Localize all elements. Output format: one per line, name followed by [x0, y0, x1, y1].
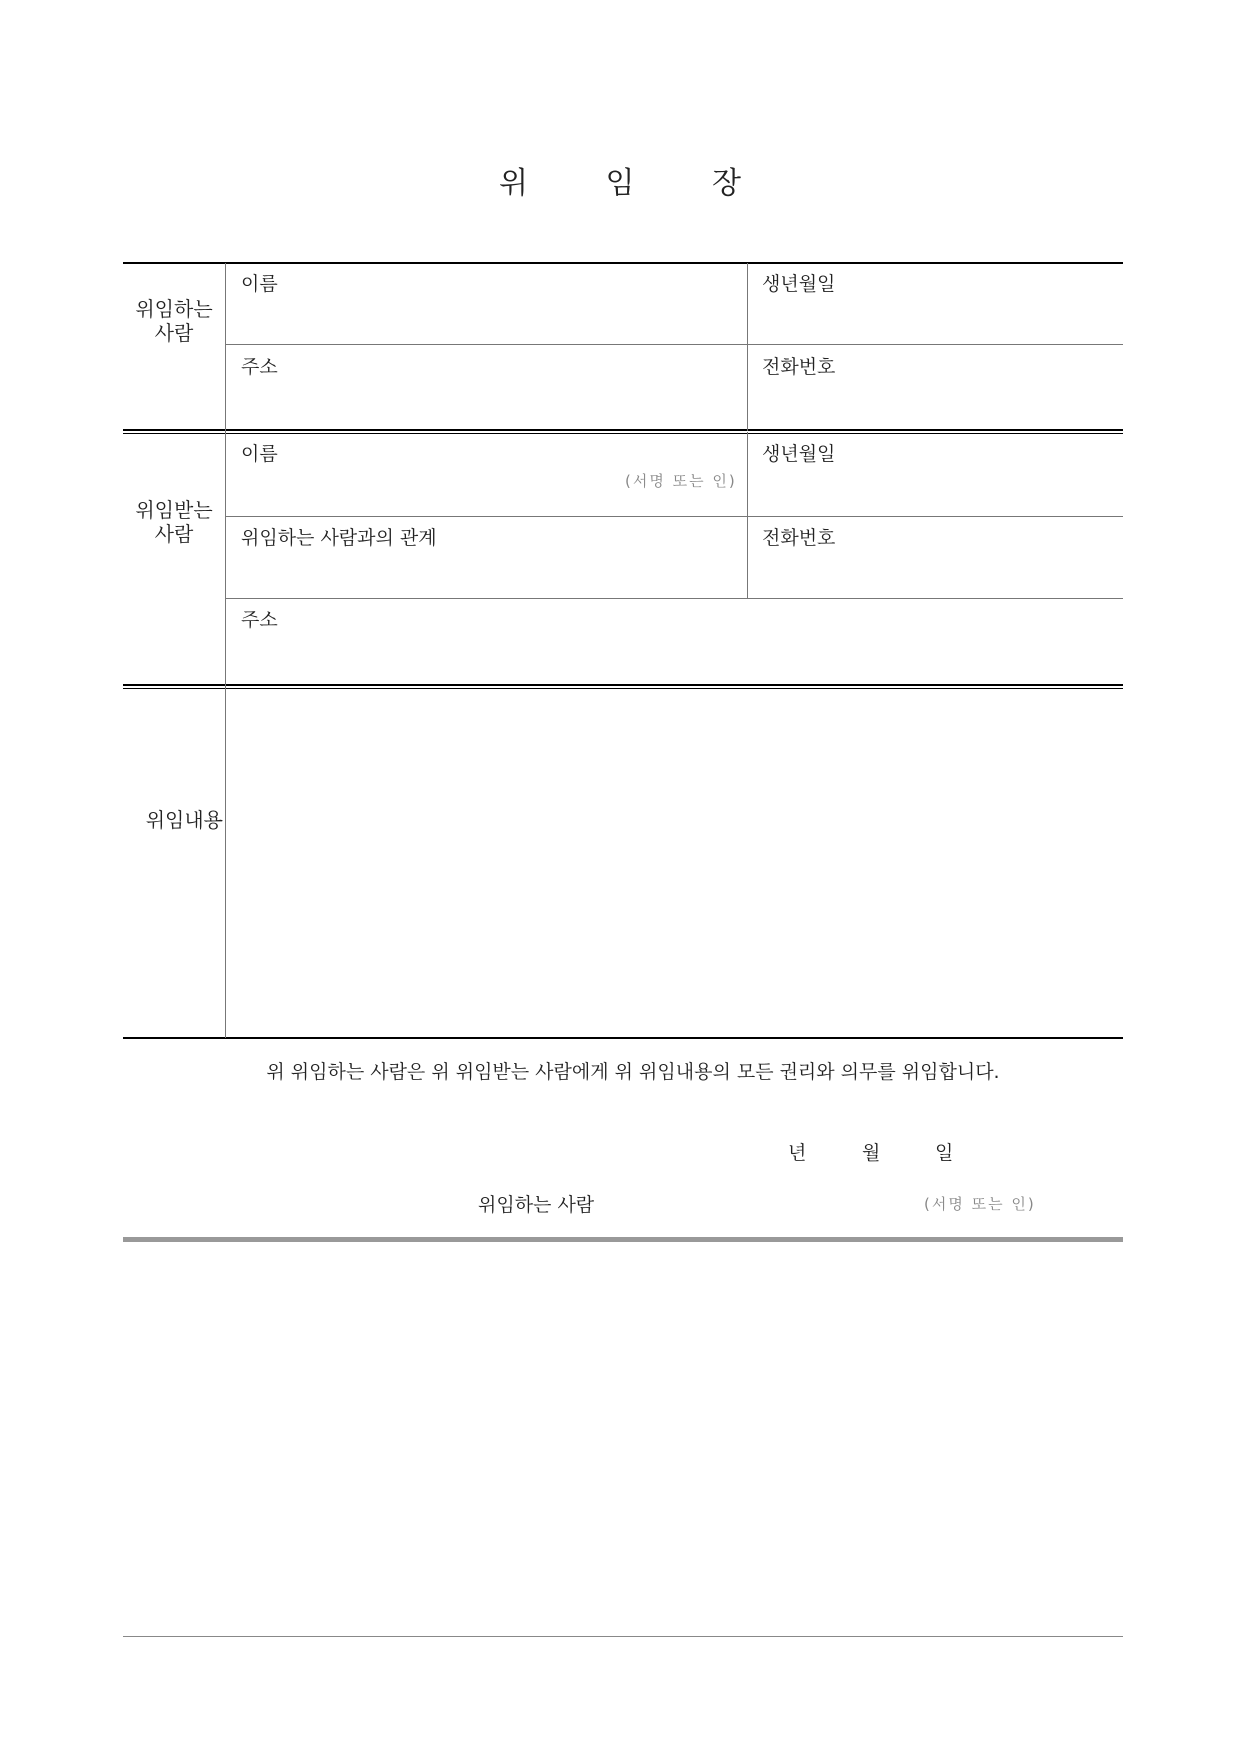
date-year-label: 년	[788, 1142, 807, 1164]
delegator-address-label: 주소	[241, 356, 278, 378]
section-label-line: 위임받는	[135, 498, 213, 522]
delegate-address-field[interactable]	[226, 631, 1122, 683]
delegate-signature-hint: (서명 또는 인)	[625, 472, 737, 490]
delegate-relation-label: 위임하는 사람과의 관계	[241, 527, 437, 549]
delegation-statement: 위 위임하는 사람은 위 위임받는 사람에게 위 위임내용의 모든 권리와 의무를 위임합니다.	[266, 1061, 1000, 1083]
date-month-label: 월	[862, 1142, 881, 1164]
delegate-name-label: 이름	[241, 443, 278, 465]
title-char: 위	[498, 166, 528, 201]
delegate-section-label	[123, 498, 225, 546]
delegate-birth-label: 생년월일	[762, 443, 836, 465]
delegate-phone-field[interactable]	[748, 549, 1122, 597]
delegator-phone-label: 전화번호	[762, 356, 836, 378]
delegator-name-field[interactable]	[226, 295, 746, 343]
date-day-label: 일	[935, 1142, 954, 1164]
section-label-line: 사람	[154, 522, 194, 546]
row-divider	[225, 344, 1123, 345]
delegator-section-label	[123, 297, 225, 345]
signer-signature-field[interactable]	[620, 1184, 920, 1218]
row-divider	[225, 516, 1123, 517]
delegate-relation-field[interactable]	[226, 549, 746, 597]
table-top-border	[123, 262, 1123, 264]
footer-bar	[123, 1237, 1123, 1242]
table-bottom-border	[123, 1037, 1123, 1039]
delegator-phone-field[interactable]	[748, 378, 1122, 428]
signer-label: 위임하는 사람	[478, 1194, 595, 1216]
title-char: 임	[605, 166, 635, 201]
signer-signature-hint: (서명 또는 인)	[924, 1195, 1036, 1213]
delegate-address-label: 주소	[241, 609, 278, 631]
section-double-divider	[123, 429, 1123, 434]
delegate-birth-field[interactable]	[748, 465, 1122, 515]
delegator-birth-field[interactable]	[748, 295, 1122, 343]
page-bottom-rule	[123, 1636, 1123, 1637]
section-label-line: 사람	[154, 321, 194, 345]
section-label-line: 위임하는	[135, 297, 213, 321]
row-divider	[225, 598, 1123, 599]
delegate-phone-label: 전화번호	[762, 527, 836, 549]
delegator-address-field[interactable]	[226, 378, 746, 428]
delegator-name-label: 이름	[241, 273, 278, 295]
content-section-label: 위임내용	[145, 808, 223, 832]
delegation-content-field[interactable]	[226, 688, 1122, 1036]
delegator-birth-label: 생년월일	[762, 273, 836, 295]
date-field[interactable]	[640, 1132, 960, 1166]
title-char: 장	[712, 166, 742, 201]
document-title	[0, 158, 1240, 202]
